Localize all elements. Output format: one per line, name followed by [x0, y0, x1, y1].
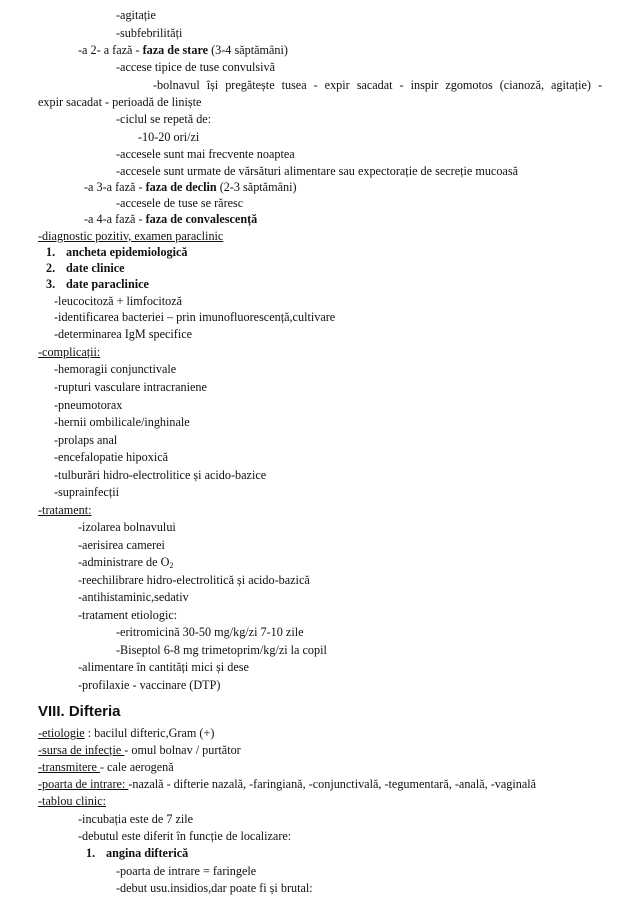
text-line: -pneumotorax [54, 398, 123, 412]
list-item: 2. date clinice [46, 261, 125, 275]
text-line: -incubația este de 7 zile [78, 812, 194, 826]
text-line: -administrare de $O_2$ [78, 555, 174, 570]
text-line: -transmitere - cale aerogenă [38, 760, 174, 774]
section-heading-diagnostic: -diagnostic pozitiv, examen paraclinic [38, 229, 224, 243]
section-heading-treatment: -tratament: [38, 503, 92, 517]
section-heading-clinical: -tablou clinic: [38, 794, 107, 808]
text-line: -accesele sunt urmate de vărsături alimentare sau expectorație de secreție mucoasă [116, 164, 518, 178]
text-line: -accesele de tuse se răresc [116, 196, 244, 210]
list-item: 1. ancheta epidemiologică [46, 245, 188, 259]
text-line: -leucocitoză + limfocitoză [54, 294, 183, 308]
text-line: -izolarea bolnavului [78, 520, 176, 534]
text-line: -rupturi vasculare intracraniene [54, 380, 207, 394]
text-line: -poarta de intrare = faringele [116, 864, 257, 878]
phase-4-line: -a 4-a fază - faza de convalescență [84, 212, 258, 226]
text-line: -bolnavul își pregătește tusea - expir sacadat - inspir zgomotos (cianoză, agitație) - [153, 78, 602, 92]
text-line: -debutul este diferit în funcție de localizare: [78, 829, 292, 843]
text-line: -10-20 ori/zi [138, 130, 200, 144]
text-line: -debut usu.insidios,dar poate fi și brutal: [116, 881, 313, 895]
list-item: 3. date paraclinice [46, 277, 149, 291]
text-line: -alimentare în cantități mici și dese [78, 660, 249, 674]
text-line: -accese tipice de tuse convulsivă [116, 60, 276, 74]
phase-4-title: faza de convalescență [145, 212, 258, 226]
text-line: -encefalopatie hipoxică [54, 450, 169, 464]
text-line: -sursa de infecție - omul bolnav / purtător [38, 743, 241, 757]
text-line: -Biseptol 6-8 mg trimetoprim/kg/zi la copil [116, 643, 327, 657]
text-line: -identificarea bacteriei – prin imunofluorescență,cultivare [54, 310, 336, 324]
text-line: -ciclul se repetă de: [116, 112, 212, 126]
text-line: -hemoragii conjunctivale [54, 362, 177, 376]
text-line: -aerisirea camerei [78, 538, 165, 552]
text-line: -accesele sunt mai frecvente noaptea [116, 147, 295, 161]
phase-2-line: -a 2- a fază - faza de stare (3-4 săptămâni) [78, 43, 288, 57]
section-heading-complications: -complicații: [38, 345, 101, 359]
phase-3-line: -a 3-a fază - faza de declin (2-3 săptămâni) [84, 180, 297, 194]
text-line: -eritromicină 30-50 mg/kg/zi 7-10 zile [116, 625, 304, 639]
list-item: 1. angina difterică [86, 846, 189, 860]
text-line: expir sacadat - perioadă de liniște [38, 95, 202, 109]
text-line: -reechilibrare hidro-electrolitică și acido-bazică [78, 573, 310, 587]
text-line: -antihistaminic,sedativ [78, 590, 189, 604]
text-line: -etiologie : bacilul difteric,Gram (+) [38, 726, 215, 740]
text-line: -tratament etiologic: [78, 608, 178, 622]
text-line: -subfebrilități [116, 26, 183, 40]
text-line: -determinarea IgM specifice [54, 327, 193, 341]
text-line: -hernii ombilicale/inghinale [54, 415, 190, 429]
phase-2-title: faza de stare [142, 43, 209, 57]
text-line: -profilaxie - vaccinare (DTP) [78, 678, 221, 692]
text-line: -tulburări hidro-electrolitice și acido-bazice [54, 468, 267, 482]
text-line: -poarta de intrare: -nazală - difterie nazală, -faringiană, -conjunctivală, -tegumentară, -anală, -vaginală [38, 777, 537, 791]
section-title: VIII. Difteria [38, 703, 121, 720]
text-line: -suprainfecții [54, 485, 119, 499]
phase-3-title: faza de declin [145, 180, 217, 194]
text-line: -agitație [116, 8, 156, 22]
text-line: -prolaps anal [54, 433, 118, 447]
